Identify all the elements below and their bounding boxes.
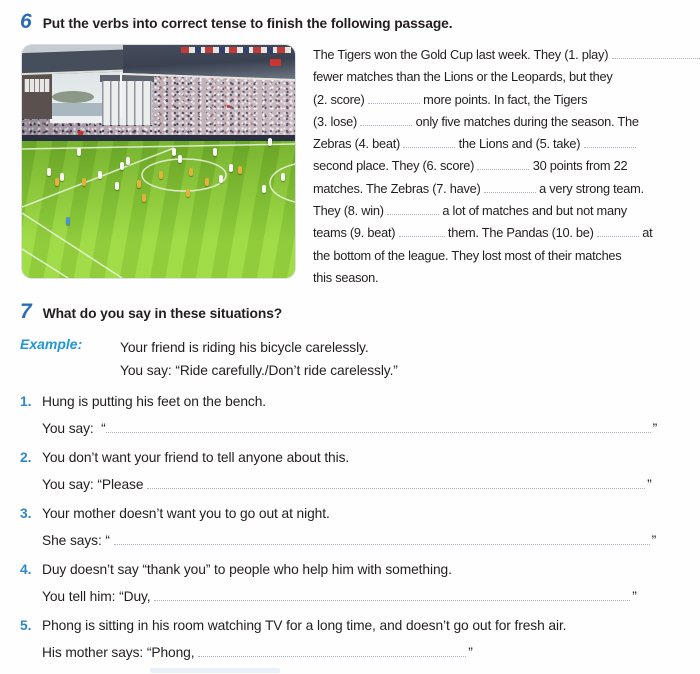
player-dot (238, 166, 242, 174)
player-dot (98, 171, 102, 179)
passage-line (313, 267, 700, 289)
player-dot (262, 185, 266, 193)
closing-quote: ” (651, 533, 657, 548)
player-dot (268, 138, 272, 146)
answer-blank[interactable] (114, 532, 650, 545)
passage-line (313, 155, 700, 177)
player-dot (82, 178, 86, 186)
situation-text: Phong is sitting in his room watching TV for a long time, and doesn’t go out for fresh air. (42, 618, 567, 633)
passage-text-segment: (3. lose) (313, 113, 361, 129)
answer-prompt: You say: “ (42, 421, 106, 436)
closing-quote: ” (632, 589, 637, 604)
player-dot (55, 178, 59, 186)
passage-text-segment: more points. In fact, the Tigers (419, 91, 588, 107)
item-number: 2. (20, 450, 32, 465)
player-dot (189, 168, 193, 176)
section-7-number: 7 (20, 300, 32, 323)
goalkeeper-dot (66, 217, 70, 225)
pitch-markings (22, 45, 295, 278)
passage-text-segment: a very strong team. (535, 180, 644, 196)
fill-in-blank[interactable] (612, 46, 700, 59)
passage-text-segment: The Tigers won the Gold Cup last week. They (1. play) (313, 47, 612, 62)
answer-prompt: She says: “ (42, 533, 114, 548)
closing-quote: ” (468, 645, 473, 660)
passage-text-segment: the Lions and (5. take) (455, 136, 584, 152)
answer-prompt: His mother says: “Phong, (42, 645, 199, 660)
player-dot (142, 194, 146, 202)
answer-prompt: You say: “Please (42, 477, 148, 492)
answer-prompt: You tell him: “Duy, (42, 589, 155, 604)
player-dot (178, 155, 182, 163)
passage-line (313, 44, 700, 66)
passage-text-segment: a lot of matches and but not many (439, 203, 627, 219)
fill-in-blank[interactable] (597, 224, 639, 237)
player-dot (229, 164, 233, 172)
example-answer: You say: “Ride carefully./Don’t ride carelessly.” (120, 363, 398, 378)
answer-blank[interactable] (147, 476, 645, 489)
footer-smudge (150, 668, 280, 673)
answer-blank[interactable] (106, 420, 651, 433)
situation-item (20, 448, 682, 493)
answer-blank[interactable] (198, 644, 466, 657)
fill-in-blank[interactable] (403, 135, 455, 148)
player-dot (159, 171, 163, 179)
closing-quote: ” (647, 477, 652, 492)
passage-text-segment: second place. They (6. score) (313, 158, 478, 174)
passage-text-segment: only five matches during the season. The (412, 113, 639, 129)
passage-line (313, 245, 700, 267)
situation-item (20, 616, 682, 661)
player-dot (115, 182, 119, 190)
situation-text: Hung is putting his feet on the bench. (42, 394, 267, 409)
fill-in-blank[interactable] (584, 135, 636, 148)
player-dot (219, 175, 223, 183)
situation-text: Your mother doesn’t want you to go out at night. (42, 506, 330, 521)
passage-text-segment: (2. score) (313, 91, 368, 107)
passage-line (313, 66, 700, 88)
passage-text-segment: 30 points from 22 (529, 158, 628, 174)
item-number: 5. (20, 618, 32, 633)
answer-line (42, 420, 682, 437)
passage-line (313, 178, 700, 200)
closing-quote: ” (652, 421, 658, 436)
player-dot (60, 173, 64, 181)
section-6-header (20, 12, 452, 32)
passage-text-segment: matches. The Zebras (7. have) (313, 180, 484, 196)
passage-line (313, 133, 700, 155)
answer-blank[interactable] (154, 588, 630, 601)
passage-line (313, 200, 700, 222)
section-6-title: Put the verbs into correct tense to finish the following passage. (42, 16, 453, 31)
player-dot (281, 173, 285, 181)
passage-text-segment: fewer matches than the Lions or the Leopards, but they (313, 69, 613, 85)
situation-item (20, 504, 682, 549)
answer-line (42, 476, 682, 493)
situation-item (20, 560, 682, 605)
answer-line (42, 588, 682, 605)
situation-item (20, 392, 682, 437)
passage-text (313, 44, 700, 289)
situation-text: You don’t want your friend to tell anyone about this. (42, 450, 350, 465)
player-dot (186, 189, 190, 197)
fill-in-blank[interactable] (387, 202, 439, 215)
player-dot (120, 162, 124, 170)
stadium-photo (22, 45, 295, 278)
player-dot (213, 148, 217, 156)
passage-text-segment: Zebras (4. beat) (313, 136, 404, 152)
player-dot (172, 148, 176, 156)
item-number: 3. (20, 506, 32, 521)
passage-text-segment: this season. (313, 269, 379, 285)
section-7-title: What do you say in these situations? (42, 306, 283, 321)
situation-text: Duy doesn’t say “thank you” to people who help him with something. (42, 562, 452, 577)
item-number: 1. (20, 394, 32, 409)
item-number: 4. (20, 562, 32, 577)
fill-in-blank[interactable] (368, 91, 420, 104)
section-6-number: 6 (20, 10, 32, 33)
passage-line (313, 111, 700, 133)
passage-line (313, 222, 700, 244)
situation-items (20, 392, 682, 672)
passage-line (313, 89, 700, 111)
example-situation: Your friend is riding his bicycle carelessly. (120, 340, 369, 355)
fill-in-blank[interactable] (477, 157, 529, 170)
fill-in-blank[interactable] (360, 113, 412, 126)
player-dot (47, 168, 51, 176)
player-dot (126, 157, 130, 165)
passage-text-segment: They (8. win) (313, 203, 388, 219)
fill-in-blank[interactable] (484, 180, 536, 193)
fill-in-blank[interactable] (399, 224, 445, 237)
answer-line (42, 644, 682, 661)
player-dot (137, 180, 141, 188)
passage-text-segment: the bottom of the league. They lost most of their matches (313, 247, 622, 263)
example-block (20, 336, 398, 382)
passage-text-segment: at (638, 225, 653, 241)
passage-text-segment: them. The Pandas (10. be) (444, 225, 597, 241)
section-7-header (20, 302, 282, 322)
passage-text-segment: teams (9. beat) (313, 225, 399, 241)
answer-line (42, 532, 682, 549)
player-dot (77, 148, 81, 156)
example-label: Example: (20, 336, 83, 352)
player-dot (205, 178, 209, 186)
